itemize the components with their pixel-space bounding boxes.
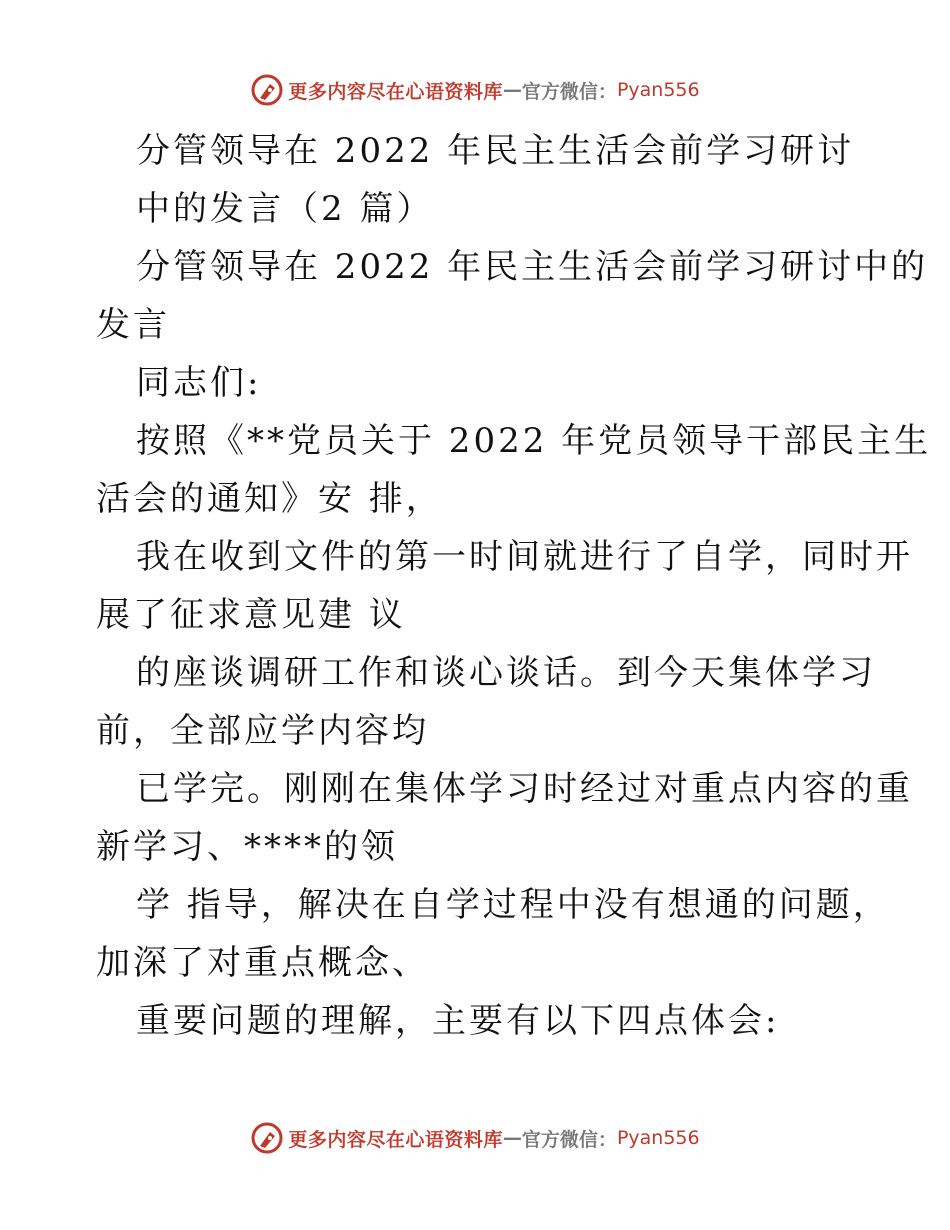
document-body (96, 122, 932, 1050)
text-line: 加深了对重点概念、 (96, 943, 429, 983)
wechat-label: 官方微信： (521, 1128, 617, 1151)
separator: — (502, 79, 522, 101)
text-line: 活会的通知》安 排， (96, 479, 443, 519)
header-banner (0, 70, 950, 110)
text-line: 学 指导，解决在自学过程中没有想通的问题， (136, 885, 890, 925)
wechat-id: Pyan556 (616, 1127, 700, 1149)
separator: — (502, 1127, 522, 1149)
pen-nib-circle-icon (250, 73, 284, 107)
site-text: 更多内容尽在心语资料库 (288, 80, 503, 103)
wechat-label: 官方微信： (521, 80, 617, 103)
text-line: 分管领导在 2022 年民主生活会前学习研讨中的 (136, 247, 929, 287)
text-line: 中的发言（2 篇） (136, 189, 434, 229)
text-line: 的座谈调研工作和谈心谈话。到今天集体学习 (136, 653, 876, 693)
site-text: 更多内容尽在心语资料库 (288, 1128, 503, 1151)
text-line: 我在收到文件的第一时间就进行了自学，同时开 (136, 537, 913, 577)
text-line: 前，全部应学内容均 (96, 711, 429, 751)
text-line: 已学完。刚刚在集体学习时经过对重点内容的重 (136, 769, 913, 809)
text-line: 展了征求意见建 议 (96, 595, 406, 635)
text-line: 重要问题的理解，主要有以下四点体会: (136, 1001, 780, 1041)
text-line: 同志们: (136, 363, 262, 403)
pen-nib-circle-icon (250, 1121, 284, 1155)
text-line: 按照《**党员关于 2022 年党员领导干部民主生 (136, 421, 932, 461)
text-line: 分管领导在 2022 年民主生活会前学习研讨 (136, 131, 855, 171)
text-line: 新学习、****的领 (96, 827, 398, 867)
footer-banner (0, 1118, 950, 1158)
wechat-id: Pyan556 (616, 79, 700, 101)
text-line: 发言 (96, 305, 170, 345)
